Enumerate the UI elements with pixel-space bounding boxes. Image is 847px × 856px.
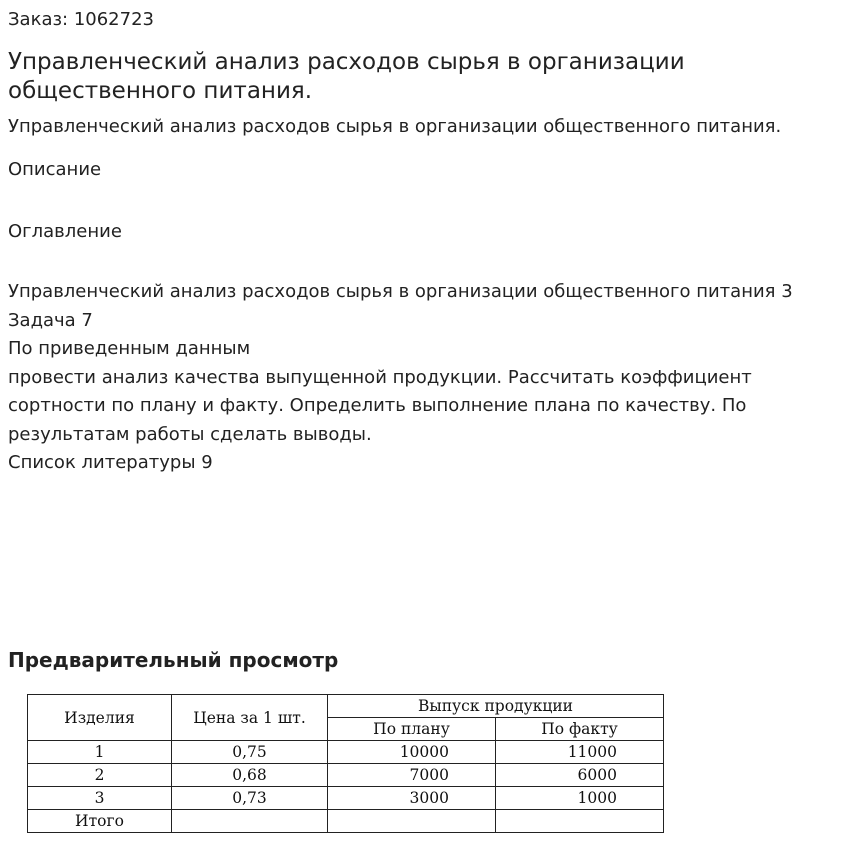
preview-table (27, 694, 664, 833)
table-row (28, 764, 664, 787)
table-header-row (28, 695, 664, 718)
cell-item: 3 (28, 787, 172, 810)
cell-plan: 10000 (328, 741, 496, 764)
cell-fact: 11000 (496, 741, 664, 764)
toc-line: По приведенным данным (8, 338, 251, 359)
document-subtitle: Управленческий анализ расходов сырья в организации общественного питания. (8, 116, 782, 137)
header-plan: По плану (328, 718, 496, 741)
toc-line: Управленческий анализ расходов сырья в организации общественного питания 3 (8, 281, 793, 302)
order-number: Заказ: 1062723 (8, 9, 154, 30)
cell-plan: 3000 (328, 787, 496, 810)
toc-line: Задача 7 (8, 309, 93, 331)
cell-plan: 7000 (328, 764, 496, 787)
table-row (28, 787, 664, 810)
toc-line: Список литературы 9 (8, 452, 213, 473)
toc-line: провести анализ качества выпущенной продукции. Рассчитать коэффициент (8, 366, 752, 388)
cell-total-price (172, 810, 328, 833)
toc-line: сортности по плану и факту. Определить выполнение плана по качеству. По (8, 395, 747, 416)
header-item: Изделия (28, 695, 172, 741)
cell-item: 2 (28, 764, 172, 787)
header-output: Выпуск продукции (328, 695, 664, 718)
cell-price: 0,73 (172, 787, 328, 810)
description-heading: Описание (8, 159, 102, 180)
cell-total-label: Итого (28, 810, 172, 833)
document-title: Управленческий анализ расходов сырья в организации общественного питания. (8, 49, 685, 104)
header-fact: По факту (496, 718, 664, 741)
cell-fact: 6000 (496, 764, 664, 787)
cell-price: 0,75 (172, 741, 328, 764)
table-row (28, 741, 664, 764)
header-price: Цена за 1 шт. (172, 695, 328, 741)
table-total-row (28, 810, 664, 833)
preview-heading: Предварительный просмотр (8, 648, 339, 672)
table-of-contents (8, 278, 843, 478)
cell-fact: 1000 (496, 787, 664, 810)
toc-heading: Оглавление (8, 221, 122, 242)
cell-price: 0,68 (172, 764, 328, 787)
cell-total-fact (496, 810, 664, 833)
cell-item: 1 (28, 741, 172, 764)
cell-total-plan (328, 810, 496, 833)
toc-line: результатам работы сделать выводы. (8, 423, 372, 445)
